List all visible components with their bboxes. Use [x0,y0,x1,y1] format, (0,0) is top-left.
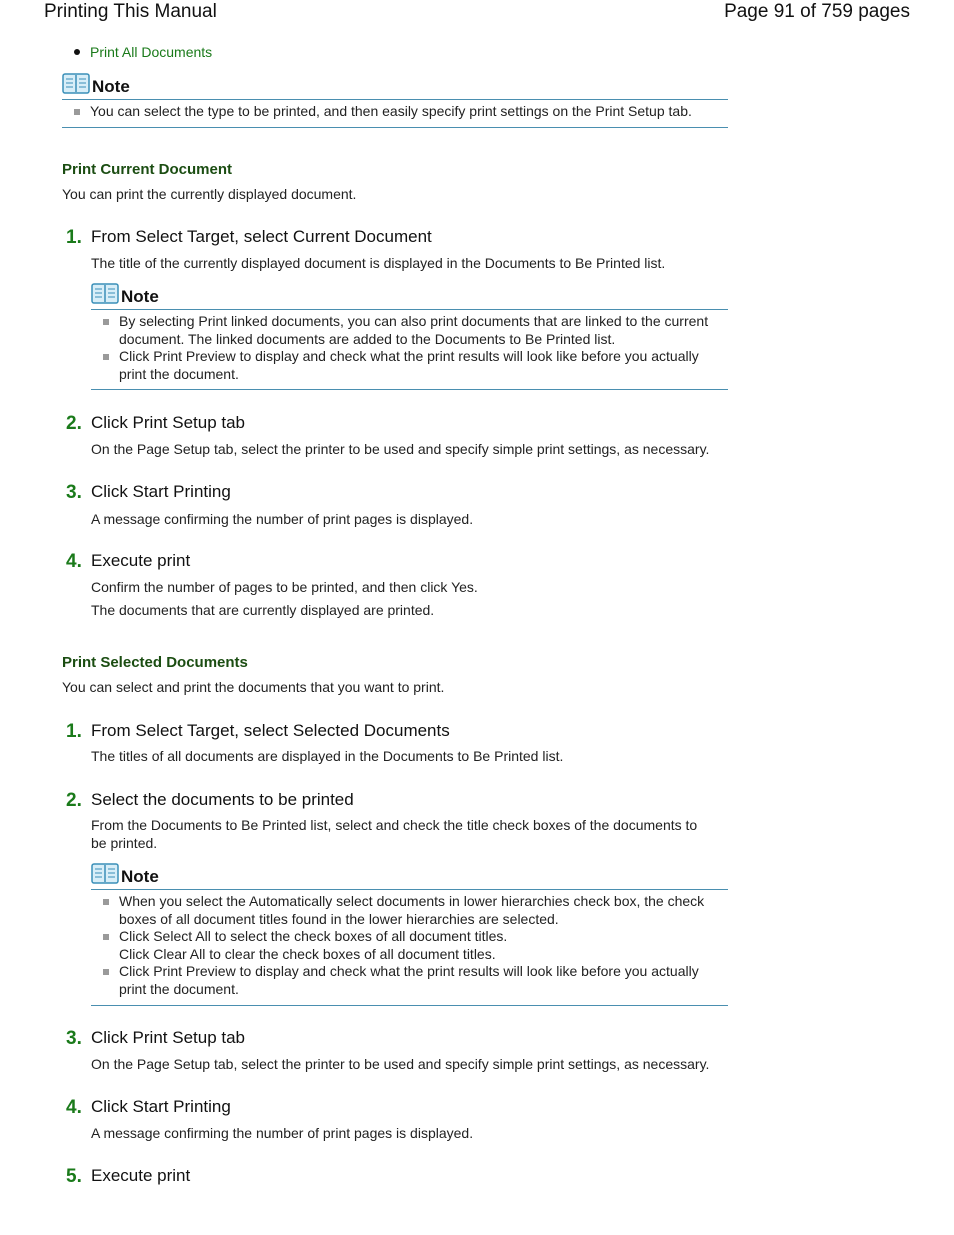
note-item: Click Print Preview to display and check what the print results will look like before you actually print the document. [91,348,728,383]
note-book-icon [91,283,119,305]
print-all-documents-link[interactable]: Print All Documents [90,44,213,60]
step-number: 4. [66,551,82,572]
step-description: The documents that are currently displayed are printed. [91,602,435,618]
step-description: On the Page Setup tab, select the printer to be used and specify simple print settings, as necessary. [91,441,710,457]
note-box [62,73,728,128]
note-item: By selecting Print linked documents, you can also print documents that are linked to the current document. The linked documents are added to the Documents to Be Printed list. [91,313,728,348]
step-number: 5. [66,1166,82,1187]
step-title: Click Start Printing [91,1097,231,1116]
print-all-documents-link-item[interactable] [74,44,212,60]
section-title-selected-documents: Print Selected Documents [62,654,248,671]
section-description: You can print the currently displayed document. [62,186,357,202]
step-title: Execute print [91,1166,191,1185]
square-bullet-icon [103,899,109,905]
note-item: Click Select All to select the check boxes of all document titles. Click Clear All to clear the check boxes of all document titles. [91,928,728,963]
note-item: Click Print Preview to display and check what the print results will look like before you actually print the document. [91,963,728,998]
step-number: 1. [66,227,82,248]
page-counter: Page 91 of 759 pages [724,1,910,22]
square-bullet-icon [103,969,109,975]
square-bullet-icon [103,354,109,360]
note-heading: Note [92,77,130,96]
step-description: Confirm the number of pages to be printed, and then click Yes. [91,579,478,595]
step-title: Click Print Setup tab [91,1028,246,1047]
note-item: When you select the Automatically select documents in lower hierarchies check box, the check boxes of all document titles found in the lower hierarchies are selected. [91,893,728,928]
step-description: A message confirming the number of print pages is displayed. [91,1125,474,1141]
section-description: You can select and print the documents that you want to print. [62,679,445,695]
section-title-current-document: Print Current Document [62,161,233,178]
manual-title: Printing This Manual [44,1,217,22]
step-title: Select the documents to be printed [91,790,354,809]
note-heading: Note [121,867,159,886]
square-bullet-icon [74,109,80,115]
square-bullet-icon [103,934,109,940]
note-box [91,283,728,390]
step-title: From Select Target, select Selected Documents [91,721,450,740]
step-number: 3. [66,1028,82,1049]
step-title: Click Start Printing [91,482,231,501]
note-box [91,863,728,1006]
step-description: From the Documents to Be Printed list, select and check the title check boxes of the documents to be printed. [91,817,698,851]
step-description: The titles of all documents are displayed in the Documents to Be Printed list. [91,748,564,764]
step-number: 2. [66,790,82,811]
step-title: From Select Target, select Current Document [91,227,432,246]
note-book-icon [62,73,90,95]
square-bullet-icon [103,319,109,325]
note-item: You can select the type to be printed, and then easily specify print settings on the Print Setup tab. [62,103,728,121]
note-book-icon [91,863,119,885]
step-title: Click Print Setup tab [91,413,246,432]
bullet-dot-icon [74,49,80,55]
step-description: On the Page Setup tab, select the printer to be used and specify simple print settings, as necessary. [91,1056,710,1072]
note-heading: Note [121,287,159,306]
step-number: 3. [66,482,82,503]
step-title: Execute print [91,551,191,570]
step-number: 2. [66,413,82,434]
step-description: A message confirming the number of print pages is displayed. [91,511,474,527]
step-description: The title of the currently displayed document is displayed in the Documents to Be Printed list. [91,255,666,271]
step-number: 1. [66,721,82,742]
step-number: 4. [66,1097,82,1118]
